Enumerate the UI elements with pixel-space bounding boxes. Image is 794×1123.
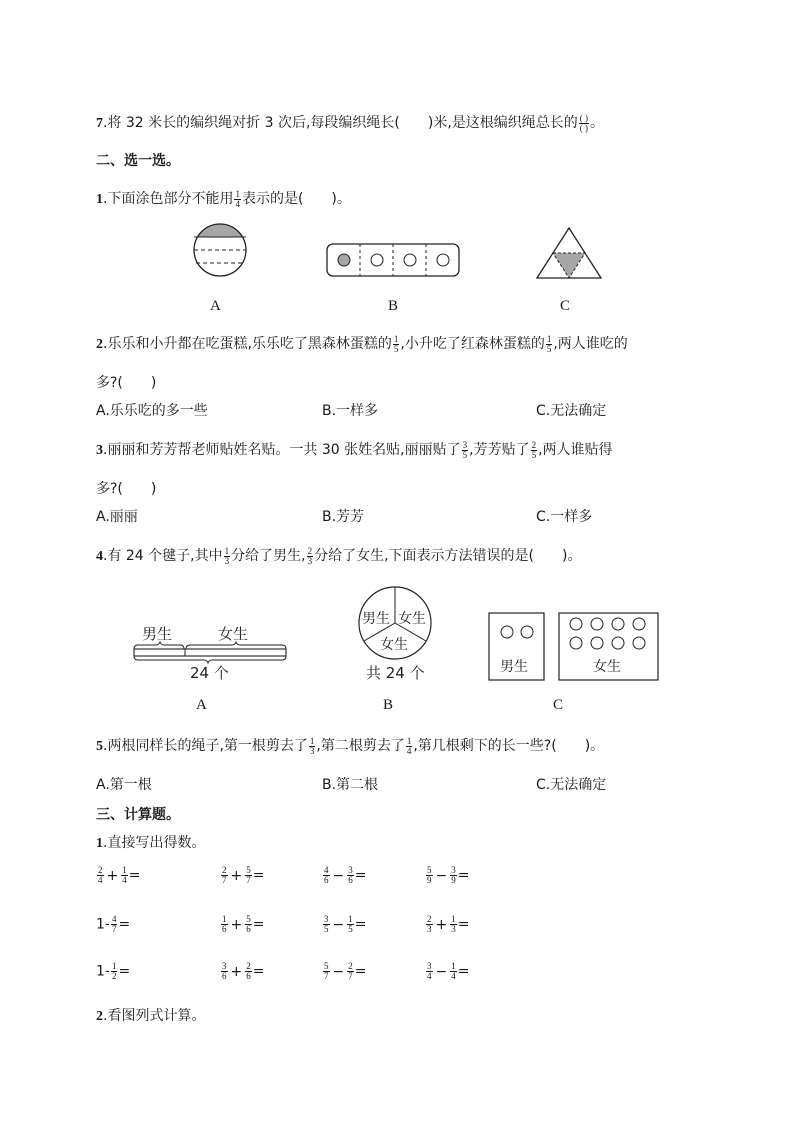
numerator: 3	[324, 914, 329, 924]
denominator: 5	[348, 924, 353, 934]
numerator: 2	[246, 961, 251, 971]
option-c[interactable]: C.无法确定	[536, 777, 607, 793]
label-boy: 男生	[362, 611, 390, 627]
choice-question-2	[96, 333, 628, 354]
calc-item	[322, 866, 366, 885]
figure-1b-dots-bar	[325, 242, 461, 278]
fraction	[531, 441, 538, 460]
fraction	[347, 915, 354, 934]
fraction	[121, 866, 128, 885]
numerator: 3	[348, 865, 353, 875]
denominator: 7	[348, 971, 353, 981]
fraction	[426, 915, 433, 934]
fraction	[426, 962, 433, 981]
fraction	[224, 547, 231, 566]
numerator: 5	[427, 865, 432, 875]
calc-item	[96, 915, 130, 934]
denominator: 9	[427, 875, 432, 885]
calc-item	[220, 866, 264, 885]
calc-item	[220, 915, 264, 934]
question-end: 。	[590, 115, 605, 131]
option-a[interactable]: A.乐乐吃的多一些	[96, 403, 208, 419]
question-text: ,第二根剪去了	[316, 738, 405, 754]
question-text: ,两人谁吃的	[553, 336, 628, 352]
numerator: 1	[451, 961, 456, 971]
fraction	[426, 866, 433, 885]
figure-1a-circle	[185, 220, 255, 280]
equals-sign: =	[354, 916, 367, 933]
calc-item	[425, 962, 469, 981]
choice-question-1	[96, 188, 351, 209]
operator: +	[230, 867, 243, 884]
fraction	[221, 915, 228, 934]
question-number: 2	[96, 337, 103, 352]
label-girl: 女生	[218, 625, 249, 643]
figure-4c-boxes	[487, 611, 662, 683]
numerator: 3	[451, 865, 456, 875]
question-text: .乐乐和小升都在吃蛋糕,乐乐吃了黑森林蛋糕的	[103, 336, 392, 352]
fraction	[111, 915, 118, 934]
numerator: 1	[406, 735, 412, 746]
operator: −	[435, 867, 448, 884]
figure-label-c: C	[553, 697, 564, 713]
numerator: 5	[246, 914, 251, 924]
equals-sign: =	[457, 916, 470, 933]
label-girl-2: 女生	[380, 637, 408, 653]
fraction	[462, 441, 469, 460]
choice-question-3	[96, 439, 613, 460]
fraction	[234, 190, 241, 209]
fraction	[323, 915, 330, 934]
numerator: 1	[348, 914, 353, 924]
denominator: 5	[546, 343, 552, 354]
numerator: 3	[462, 439, 468, 450]
question-text: .将 32 米长的编织绳对折 3 次后,每段编织绳长( )米,是这根编织绳总长的	[103, 115, 578, 131]
fraction	[450, 962, 457, 981]
fraction	[393, 335, 400, 354]
fraction	[245, 866, 252, 885]
calc-question-2	[96, 1005, 205, 1025]
fraction	[309, 737, 316, 756]
numerator: 5	[246, 865, 251, 875]
denominator: 6	[246, 971, 251, 981]
numerator: 1	[235, 188, 240, 199]
equals-sign: =	[354, 963, 367, 980]
denominator: 9	[451, 875, 456, 885]
operator: +	[435, 916, 448, 933]
whole-number: 1-	[96, 916, 110, 933]
fraction	[245, 915, 252, 934]
fraction	[323, 962, 330, 981]
numerator: 1	[122, 865, 127, 875]
denominator: 7	[111, 924, 117, 934]
fraction	[546, 335, 553, 354]
denominator: 7	[324, 971, 329, 981]
question-text: .看图列式计算。	[103, 1008, 206, 1024]
question-number: 4	[96, 549, 103, 564]
numerator: 1	[451, 914, 456, 924]
numerator: 2	[98, 865, 103, 875]
question-number: 7	[96, 116, 103, 131]
option-b[interactable]: B.一样多	[322, 403, 379, 419]
calc-item	[425, 915, 469, 934]
section-title-choose: 二、选一选。	[96, 153, 180, 169]
choice-question-5	[96, 735, 604, 756]
numerator: 1	[222, 914, 227, 924]
figure-4b-pie	[350, 585, 444, 685]
operator: −	[332, 916, 345, 933]
option-b[interactable]: B.芳芳	[322, 509, 365, 525]
question-text: ,第几根剩下的长一些?( )。	[413, 738, 605, 754]
denominator: 3	[427, 924, 432, 934]
equals-sign: =	[118, 916, 131, 933]
numerator: 2	[222, 865, 227, 875]
numerator: 5	[324, 961, 329, 971]
numerator: 3	[222, 961, 227, 971]
denominator: 3	[451, 924, 456, 934]
denominator: 7	[246, 875, 251, 885]
option-c[interactable]: C.无法确定	[536, 403, 607, 419]
denominator: 7	[222, 875, 227, 885]
fraction	[450, 866, 457, 885]
question-text: .直接写出得数。	[103, 835, 206, 851]
numerator: 1	[309, 735, 315, 746]
denominator: 6	[222, 924, 227, 934]
fraction	[406, 737, 413, 756]
equals-sign: =	[128, 867, 141, 884]
calc-item	[425, 866, 469, 885]
question-text: 分给了女生,下面表示方法错误的是( )。	[314, 548, 582, 564]
calc-item	[322, 915, 366, 934]
blank-denominator: ( )	[579, 122, 589, 133]
figure-1c-triangle	[534, 225, 604, 281]
fraction	[111, 962, 118, 981]
question-number: 1	[96, 192, 103, 207]
section-title-calculate: 三、计算题。	[96, 807, 180, 823]
fraction	[347, 962, 354, 981]
denominator: 6	[348, 875, 353, 885]
label-boy: 男生	[142, 625, 173, 643]
denominator: 2	[111, 971, 117, 981]
denominator: 3	[307, 555, 313, 566]
equals-sign: =	[252, 916, 265, 933]
fraction	[221, 962, 228, 981]
denominator: 4	[98, 875, 103, 885]
blank-numerator: ( )	[579, 112, 589, 123]
question-number: 3	[96, 443, 103, 458]
numerator: 2	[307, 545, 313, 556]
denominator: 6	[324, 875, 329, 885]
numerator: 1	[546, 333, 552, 344]
calc-item	[220, 962, 264, 981]
denominator: 4	[406, 745, 412, 756]
question-number: 5	[96, 739, 103, 754]
fraction	[221, 866, 228, 885]
question-text: .下面涂色部分不能用	[103, 191, 234, 207]
denominator: 4	[451, 971, 456, 981]
numerator: 2	[427, 914, 432, 924]
denominator: 5	[462, 449, 468, 460]
denominator: 4	[427, 971, 432, 981]
question-7	[96, 112, 604, 133]
question-text: ,芳芳贴了	[469, 442, 530, 458]
label-total: 共 24 个	[366, 664, 425, 682]
equals-sign: =	[457, 867, 470, 884]
denominator: 3	[309, 745, 315, 756]
question-2-line-2: 多?( )	[96, 375, 157, 391]
denominator: 3	[224, 555, 230, 566]
option-c[interactable]: C.一样多	[536, 509, 593, 525]
question-text: .丽丽和芳芳帮老师贴姓名贴。一共 30 张姓名贴,丽丽贴了	[103, 442, 461, 458]
fraction	[323, 866, 330, 885]
fraction	[450, 915, 457, 934]
question-text: ,小升吃了红森林蛋糕的	[400, 336, 545, 352]
denominator: 5	[531, 449, 537, 460]
denominator: 4	[235, 198, 240, 209]
operator: −	[435, 963, 448, 980]
operator: −	[332, 963, 345, 980]
figure-label-b: B	[383, 697, 394, 713]
calc-item	[322, 962, 366, 981]
option-a[interactable]: A.丽丽	[96, 509, 138, 525]
equals-sign: =	[252, 867, 265, 884]
question-text: .两根同样长的绳子,第一根剪去了	[103, 738, 308, 754]
question-text: 表示的是( )。	[241, 191, 351, 207]
operator: −	[332, 867, 345, 884]
fraction	[307, 547, 314, 566]
calc-question-1	[96, 832, 205, 852]
numerator: 1	[224, 545, 230, 556]
equals-sign: =	[252, 963, 265, 980]
denominator: 6	[222, 971, 227, 981]
operator: +	[106, 867, 119, 884]
numerator: 1	[393, 333, 399, 344]
question-text: 分给了男生,	[231, 548, 306, 564]
label-girl: 女生	[593, 659, 621, 675]
figure-4a-segment-bar	[128, 618, 292, 688]
calc-item	[96, 962, 130, 981]
numerator: 2	[348, 961, 353, 971]
question-number: 1	[96, 836, 103, 851]
operator: +	[230, 916, 243, 933]
denominator: 5	[324, 924, 329, 934]
question-text: ,两人谁贴得	[538, 442, 613, 458]
figure-label-b: B	[388, 298, 399, 314]
equals-sign: =	[354, 867, 367, 884]
choice-question-4	[96, 545, 581, 566]
whole-number: 1-	[96, 963, 110, 980]
label-boy: 男生	[500, 659, 528, 675]
numerator: 4	[111, 914, 117, 924]
option-a[interactable]: A.第一根	[96, 777, 152, 793]
option-b[interactable]: B.第二根	[322, 777, 379, 793]
numerator: 4	[324, 865, 329, 875]
fraction	[245, 962, 252, 981]
fraction	[97, 866, 104, 885]
equals-sign: =	[118, 963, 131, 980]
label-girl-1: 女生	[398, 611, 426, 627]
numerator: 3	[427, 961, 432, 971]
question-text: .有 24 个毽子,其中	[103, 548, 223, 564]
question-3-line-2: 多?( )	[96, 481, 157, 497]
numerator: 2	[531, 439, 537, 450]
operator: +	[230, 963, 243, 980]
calc-item	[96, 866, 140, 885]
denominator: 6	[246, 924, 251, 934]
denominator: 4	[122, 875, 127, 885]
denominator: 5	[393, 343, 399, 354]
figure-label-a: A	[196, 697, 207, 713]
figure-label-c: C	[560, 298, 571, 314]
question-number: 2	[96, 1009, 103, 1024]
fraction	[347, 866, 354, 885]
equals-sign: =	[457, 963, 470, 980]
figure-label-a: A	[210, 298, 221, 314]
blank-fraction	[579, 114, 589, 133]
label-total: 24 个	[190, 664, 229, 682]
numerator: 1	[111, 961, 117, 971]
